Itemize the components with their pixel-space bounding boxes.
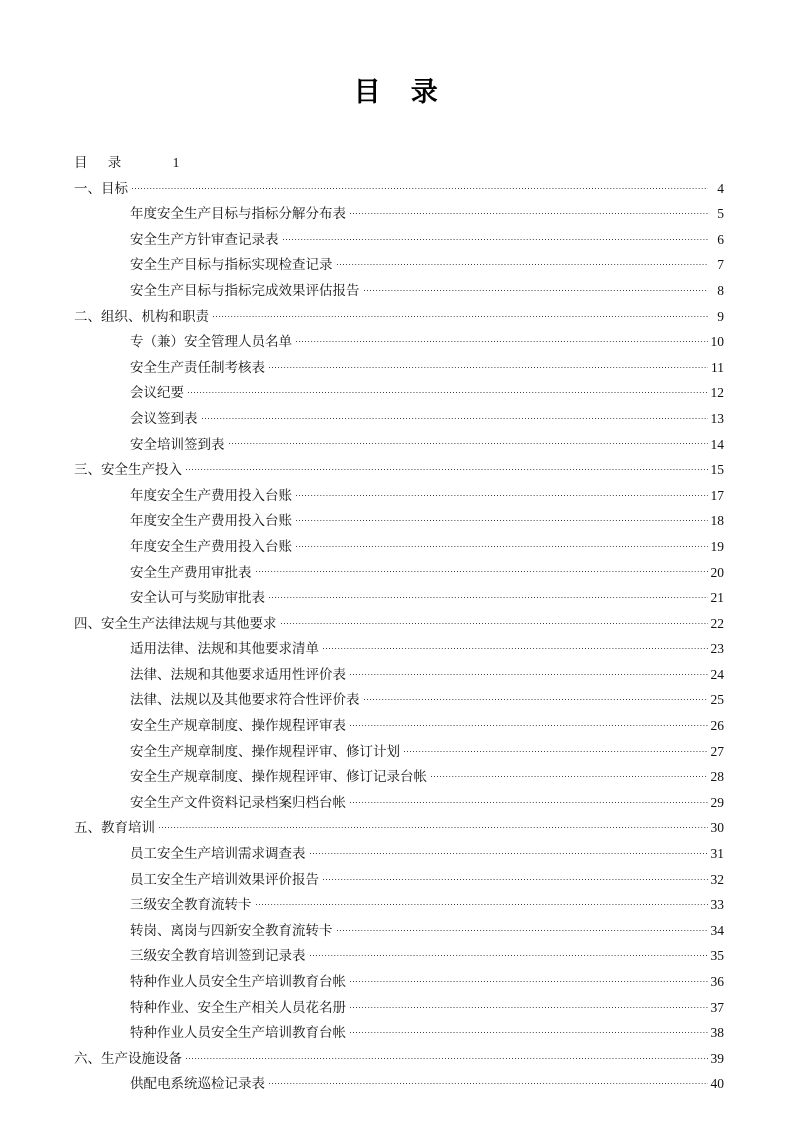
toc-entry-page-number: 39 [710, 1050, 724, 1066]
toc-entry[interactable] [74, 380, 724, 406]
toc-entry-page-number: 11 [711, 359, 724, 375]
toc-entry-label: 法律、法规和其他要求适用性评价表 [130, 666, 346, 682]
toc-entry-page-number: 5 [717, 206, 724, 222]
toc-entry-page-number: 35 [710, 948, 724, 964]
toc-dot-leader [350, 205, 708, 219]
toc-entry-page-number: 24 [710, 666, 724, 682]
toc-entry[interactable] [74, 432, 724, 458]
toc-entry[interactable] [74, 687, 724, 713]
toc-entry-page-number: 38 [710, 1025, 724, 1041]
toc-entry-label: 三级安全教育培训签到记录表 [130, 948, 306, 964]
toc-entry-page-number: 9 [717, 308, 724, 324]
toc-entry-page-number: 30 [710, 820, 724, 836]
toc-entry[interactable] [74, 534, 724, 560]
toc-entry-label: 适用法律、法规和其他要求清单 [130, 641, 319, 657]
toc-dot-leader [296, 512, 708, 526]
toc-dot-leader [310, 845, 709, 859]
toc-dot-leader [337, 256, 709, 270]
toc-entry-label: 安全生产目标与指标完成效果评估报告 [130, 282, 360, 298]
toc-entry-page-number: 22 [710, 615, 724, 631]
toc-dot-leader [188, 384, 708, 398]
table-of-contents [74, 150, 724, 1097]
toc-entry[interactable] [74, 943, 724, 969]
toc-entry[interactable] [74, 815, 724, 841]
toc-dot-leader [350, 998, 708, 1012]
toc-dot-leader [256, 896, 709, 910]
toc-entry-page-number: 27 [710, 743, 724, 759]
toc-entry-page-number: 21 [710, 590, 724, 606]
toc-entry-page-number: 13 [710, 410, 724, 426]
toc-entry[interactable] [74, 176, 724, 202]
toc-dot-leader [350, 665, 708, 679]
toc-entry-page-number: 19 [710, 538, 724, 554]
toc-entry-label: 安全生产费用审批表 [130, 564, 252, 580]
toc-entry-page-number: 33 [710, 897, 724, 913]
toc-entry-page-number: 14 [710, 436, 724, 452]
toc-entry-page-number: 32 [710, 871, 724, 887]
toc-dot-leader [281, 614, 709, 628]
toc-entry[interactable] [74, 1071, 724, 1097]
toc-dot-leader [129, 154, 171, 168]
toc-entry-label: 年度安全生产费用投入台账 [130, 513, 292, 529]
toc-entry-label: 特种作业人员安全生产培训教育台帐 [130, 1025, 346, 1041]
toc-entry-page-number: 28 [710, 769, 724, 785]
toc-entry[interactable] [74, 508, 724, 534]
toc-dot-leader [269, 1075, 708, 1089]
toc-entry[interactable] [74, 1020, 724, 1046]
toc-entry-label: 安全生产目标与指标实现检查记录 [130, 257, 333, 273]
toc-dot-leader [364, 281, 709, 295]
toc-entry[interactable] [74, 790, 724, 816]
toc-entry[interactable] [74, 329, 724, 355]
toc-entry-label: 一、目标 [74, 180, 128, 196]
toc-entry[interactable] [74, 252, 724, 278]
toc-entry-label: 安全生产规章制度、操作规程评审、修订计划 [130, 743, 400, 759]
toc-entry-page-number: 40 [710, 1076, 724, 1092]
toc-entry-label: 年度安全生产费用投入台账 [130, 487, 292, 503]
toc-entry[interactable] [74, 585, 724, 611]
toc-entry[interactable] [74, 1046, 724, 1072]
toc-entry-page-number: 17 [710, 487, 724, 503]
toc-entry-label: 安全生产责任制考核表 [130, 359, 265, 375]
toc-entry[interactable] [74, 457, 724, 483]
toc-entry-page-number: 34 [710, 922, 724, 938]
toc-dot-leader [256, 563, 709, 577]
toc-entry[interactable] [74, 764, 724, 790]
toc-entry-label: 三、安全生产投入 [74, 462, 182, 478]
toc-entry-page-number: 12 [710, 385, 724, 401]
toc-entry-label: 转岗、离岗与四新安全教育流转卡 [130, 922, 333, 938]
toc-dot-leader [323, 870, 708, 884]
toc-entry-page-number: 8 [717, 282, 724, 298]
toc-entry-page-number: 36 [710, 974, 724, 989]
page-title: 目 录 [353, 77, 440, 107]
toc-entry-label: 员工安全生产培训需求调查表 [130, 846, 306, 862]
toc-entry-label: 年度安全生产目标与指标分解分布表 [130, 206, 346, 222]
toc-dot-leader [186, 461, 708, 475]
toc-entry[interactable] [74, 304, 724, 330]
toc-entry-page-number: 26 [710, 718, 724, 734]
toc-entry-page-number: 29 [710, 794, 724, 810]
toc-dot-leader [269, 358, 708, 372]
toc-dot-leader [159, 819, 708, 833]
toc-dot-leader [283, 230, 709, 244]
toc-entry-page-number: 6 [717, 231, 724, 247]
toc-entry[interactable] [74, 995, 724, 1021]
toc-entry-label: 二、组织、机构和职责 [74, 308, 209, 324]
toc-entry-page-number: 23 [710, 641, 724, 657]
toc-dot-leader [350, 717, 708, 731]
toc-dot-leader [296, 486, 708, 500]
toc-dot-leader [132, 179, 708, 193]
toc-entry-label: 会议签到表 [130, 410, 198, 426]
toc-entry-page-number: 37 [710, 999, 724, 1015]
toc-entry[interactable] [74, 867, 724, 893]
toc-entry[interactable] [74, 892, 724, 918]
toc-entry[interactable] [74, 278, 724, 304]
toc-entry-label: 安全生产规章制度、操作规程评审、修订记录台帐 [130, 769, 427, 785]
toc-entry[interactable] [74, 560, 724, 586]
toc-entry-label: 五、教育培训 [74, 820, 155, 836]
toc-entry[interactable] [74, 969, 724, 995]
toc-entry[interactable] [74, 150, 724, 176]
toc-entry-label: 会议纪要 [130, 385, 184, 401]
toc-dot-leader [213, 307, 708, 321]
toc-entry-label: 专（兼）安全管理人员名单 [130, 334, 292, 350]
toc-entry-label: 特种作业人员安全生产培训教育台帐 [130, 974, 346, 989]
toc-entry[interactable] [74, 918, 724, 944]
toc-entry[interactable] [74, 611, 724, 637]
toc-entry-page-number: 25 [710, 692, 724, 708]
toc-entry[interactable] [74, 662, 724, 688]
toc-entry-label: 安全培训签到表 [130, 436, 225, 452]
toc-entry-label: 供配电系统巡检记录表 [130, 1076, 265, 1092]
toc-entry[interactable] [74, 227, 724, 253]
toc-entry-label: 四、安全生产法律法规与其他要求 [74, 615, 277, 631]
toc-entry[interactable] [74, 841, 724, 867]
toc-dot-leader [337, 921, 709, 935]
toc-dot-leader [323, 640, 708, 654]
toc-entry-page-number: 18 [710, 513, 724, 529]
toc-entry-label: 年度安全生产费用投入台账 [130, 538, 292, 554]
toc-entry-label: 安全生产文件资料记录档案归档台帐 [130, 794, 346, 810]
toc-dot-leader [296, 333, 708, 347]
toc-entry-label: 员工安全生产培训效果评价报告 [130, 871, 319, 887]
toc-dot-leader [186, 1049, 708, 1063]
toc-entry-page-number: 4 [717, 180, 724, 196]
toc-dot-leader [350, 1024, 708, 1038]
toc-dot-leader [404, 742, 708, 756]
toc-entry[interactable] [74, 739, 724, 765]
toc-entry[interactable] [74, 713, 724, 739]
toc-entry-label: 三级安全教育流转卡 [130, 897, 252, 913]
toc-entry-label: 安全认可与奖励审批表 [130, 590, 265, 606]
toc-entry-label: 法律、法规以及其他要求符合性评价表 [130, 692, 360, 708]
toc-dot-leader [310, 947, 709, 961]
toc-dot-leader [350, 793, 708, 807]
toc-dot-leader [431, 768, 708, 782]
toc-entry[interactable] [74, 201, 724, 227]
toc-dot-leader [350, 973, 708, 987]
toc-entry-page-number: 31 [710, 846, 724, 862]
toc-entry-page-number: 15 [710, 462, 724, 478]
toc-entry-label: 目 录 [74, 155, 125, 170]
toc-entry[interactable] [74, 483, 724, 509]
toc-entry[interactable] [74, 636, 724, 662]
toc-entry[interactable] [74, 355, 724, 381]
toc-dot-leader [364, 691, 709, 705]
toc-dot-leader [269, 589, 708, 603]
toc-dot-leader [296, 537, 708, 551]
toc-dot-leader [202, 409, 709, 423]
toc-entry-label: 特种作业、安全生产相关人员花名册 [130, 999, 346, 1015]
toc-entry-label: 安全生产方针审查记录表 [130, 231, 279, 247]
toc-entry[interactable] [74, 406, 724, 432]
toc-entry-page-number: 1 [172, 155, 180, 170]
toc-entry-label: 六、生产设施设备 [74, 1050, 182, 1066]
toc-entry-page-number: 10 [710, 334, 724, 350]
toc-entry-label: 安全生产规章制度、操作规程评审表 [130, 718, 346, 734]
toc-dot-leader [229, 435, 709, 449]
toc-entry-page-number: 20 [710, 564, 724, 580]
toc-entry-page-number: 7 [717, 257, 724, 273]
